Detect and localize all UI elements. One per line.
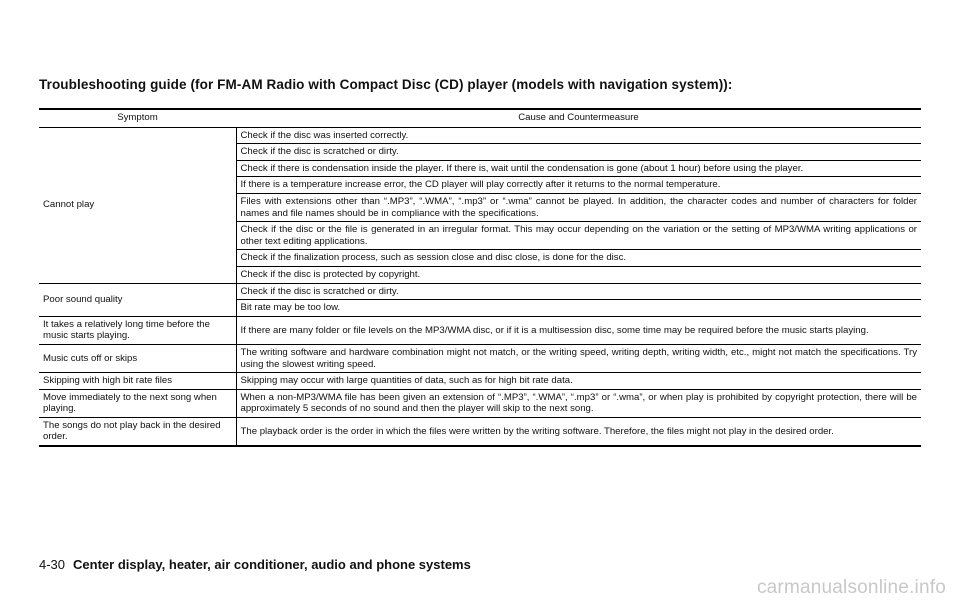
cause-cell: The writing software and hardware combination might not match, or the writing speed, writing depth, writing width, etc., might not match the specifications. Try using the slowest writing speed.	[236, 344, 921, 372]
symptom-cell: The songs do not play back in the desired order.	[39, 417, 236, 446]
symptom-cell: Music cuts off or skips	[39, 344, 236, 372]
table-row	[39, 417, 921, 446]
symptom-cell: Move immediately to the next song when playing.	[39, 389, 236, 417]
cause-cell: Check if the disc was inserted correctly.	[236, 127, 921, 144]
table-row	[39, 344, 921, 372]
cause-cell: Files with extensions other than “.MP3”, “.WMA”, “.mp3” or “.wma” cannot be played. In addition, the character codes and number of characters for folder names and file names should be in compliance with the specifications.	[236, 193, 921, 221]
cause-cell: Check if the disc is scratched or dirty.	[236, 144, 921, 161]
symptom-cell: Skipping with high bit rate files	[39, 373, 236, 390]
cause-cell: If there is a temperature increase error, the CD player will play correctly after it returns to the normal temperature.	[236, 177, 921, 194]
page-footer	[39, 557, 471, 572]
table-header-row	[39, 109, 921, 127]
symptom-cell: Cannot play	[39, 127, 236, 283]
cause-cell: Check if there is condensation inside the player. If there is, wait until the condensation is gone (about 1 hour) before using the player.	[236, 160, 921, 177]
watermark: carmanualsonline.info	[756, 577, 946, 598]
cause-cell: If there are many folder or file levels on the MP3/WMA disc, or if it is a multisession disc, some time may be required before the music starts playing.	[236, 316, 921, 344]
symptom-cell: Poor sound quality	[39, 283, 236, 316]
symptom-cell: It takes a relatively long time before the music starts playing.	[39, 316, 236, 344]
table-row	[39, 373, 921, 390]
cause-cell: When a non-MP3/WMA file has been given an extension of “.MP3”, “.WMA”, “.mp3” or “.wma”, or when play is prohibited by copyright protection, there will be approximately 5 seconds of no sound and then the player will skip to the next song.	[236, 389, 921, 417]
cause-cell: Bit rate may be too low.	[236, 300, 921, 317]
table-row	[39, 389, 921, 417]
cause-cell: Check if the finalization process, such as session close and disc close, is done for the disc.	[236, 250, 921, 267]
header-cause: Cause and Countermeasure	[236, 109, 921, 127]
cause-cell: The playback order is the order in which the files were written by the writing software. Therefore, the files might not play in the desired order.	[236, 417, 921, 446]
cause-cell: Check if the disc is protected by copyright.	[236, 266, 921, 283]
page-number: 4-30	[39, 557, 66, 572]
cause-cell: Check if the disc or the file is generated in an irregular format. This may occur depending on the variation or the setting of MP3/WMA writing applications or other text editing applications.	[236, 222, 921, 250]
header-symptom: Symptom	[39, 109, 236, 127]
page-title: Troubleshooting guide (for FM-AM Radio with Compact Disc (CD) player (models with navigation system)):	[39, 77, 733, 92]
section-title: Center display, heater, air conditioner, audio and phone systems	[73, 557, 471, 572]
table-row	[39, 127, 921, 144]
cause-cell: Check if the disc is scratched or dirty.	[236, 283, 921, 300]
cause-cell: Skipping may occur with large quantities of data, such as for high bit rate data.	[236, 373, 921, 390]
table-row	[39, 283, 921, 300]
table-row	[39, 316, 921, 344]
troubleshooting-table	[39, 108, 921, 447]
